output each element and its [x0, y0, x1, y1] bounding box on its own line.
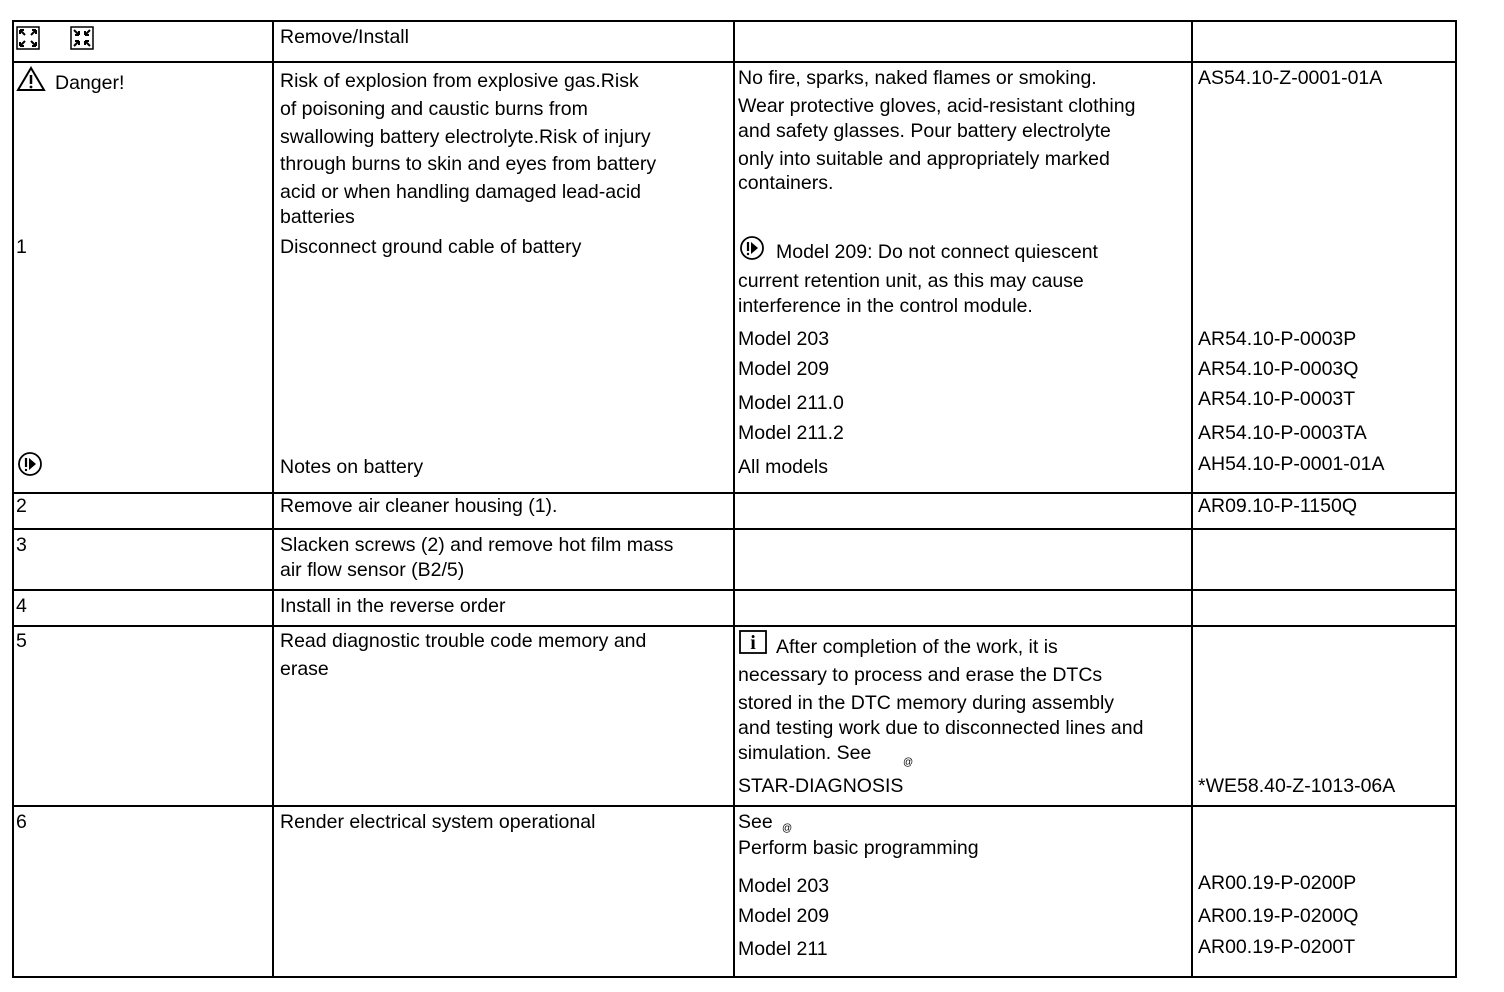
column-divider [12, 20, 14, 978]
expand-icon[interactable] [16, 26, 40, 50]
note-text: Model 209: Do not connect quiescent [776, 241, 1098, 263]
document-reference[interactable]: AR00.19-P-0200P [1198, 872, 1357, 894]
document-reference[interactable]: AR00.19-P-0200Q [1198, 905, 1359, 927]
info-text: After completion of the work, it is [776, 636, 1058, 658]
document-reference[interactable]: AR54.10-P-0003Q [1198, 358, 1359, 380]
risk-text: acid or when handling damaged lead-acid [280, 181, 641, 203]
measure-text: and safety glasses. Pour battery electrolyte [738, 120, 1111, 142]
document-reference[interactable]: AR00.19-P-0200T [1198, 936, 1356, 958]
note-icon [739, 235, 765, 261]
see-label: See [738, 811, 773, 833]
measure-text: containers. [738, 172, 834, 194]
info-text: and testing work due to disconnected lines and [738, 717, 1144, 739]
model-label: All models [738, 456, 828, 478]
risk-text: through burns to skin and eyes from battery [280, 153, 657, 175]
column-divider [1455, 20, 1457, 978]
model-label: Model 209 [738, 358, 830, 380]
risk-text: of poisoning and caustic burns from [280, 98, 588, 120]
note-icon [17, 451, 43, 477]
danger-label: Danger! [55, 72, 125, 94]
step-action: Remove air cleaner housing (1). [280, 495, 558, 517]
basic-programming-link[interactable]: Perform basic programming [738, 837, 979, 859]
column-divider [1191, 20, 1193, 978]
model-label: Model 211 [738, 938, 828, 960]
step-number: 6 [16, 811, 27, 833]
document-reference[interactable]: AR54.10-P-0003TA [1198, 422, 1367, 444]
star-diagnosis-link[interactable]: STAR-DIAGNOSIS [738, 775, 904, 797]
measure-text: only into suitable and appropriately marked [738, 148, 1110, 170]
model-label: Model 211.0 [738, 392, 844, 414]
step-action: Read diagnostic trouble code memory and [280, 630, 647, 652]
step-number: 4 [16, 595, 27, 617]
step-action: Render electrical system operational [280, 811, 596, 833]
document-reference[interactable]: AH54.10-P-0001-01A [1198, 453, 1385, 475]
notes-label: Notes on battery [280, 456, 424, 478]
document-reference[interactable]: AS54.10-Z-0001-01A [1198, 67, 1383, 89]
document-reference[interactable]: *WE58.40-Z-1013-06A [1198, 775, 1396, 797]
model-label: Model 209 [738, 905, 830, 927]
step-number: 3 [16, 534, 27, 556]
risk-text: Risk of explosion from explosive gas.Risk [280, 70, 639, 92]
step-action: air flow sensor (B2/5) [280, 559, 465, 581]
document-reference[interactable]: AR54.10-P-0003T [1198, 388, 1356, 410]
measure-text: Wear protective gloves, acid-resistant clothing [738, 95, 1136, 117]
model-label: Model 211.2 [738, 422, 844, 444]
model-label: Model 203 [738, 875, 830, 897]
model-label: Model 203 [738, 328, 830, 350]
link-icon: @ [782, 823, 793, 834]
section-title: Remove/Install [280, 26, 409, 48]
column-divider [733, 20, 735, 978]
step-action: Install in the reverse order [280, 595, 506, 617]
step-action: Disconnect ground cable of battery [280, 236, 582, 258]
step-number: 1 [16, 236, 27, 258]
link-icon: @ [903, 757, 914, 768]
info-text: stored in the DTC memory during assembly [738, 692, 1115, 714]
note-text: current retention unit, as this may cause [738, 270, 1084, 292]
info-icon [739, 630, 767, 654]
document-reference[interactable]: AR54.10-P-0003P [1198, 328, 1357, 350]
risk-text: batteries [280, 206, 355, 228]
step-number: 5 [16, 630, 27, 652]
step-action: erase [280, 658, 329, 680]
measure-text: No fire, sparks, naked flames or smoking. [738, 67, 1097, 89]
document-reference[interactable]: AR09.10-P-1150Q [1198, 495, 1357, 517]
step-number: 2 [16, 495, 27, 517]
note-text: interference in the control module. [738, 295, 1033, 317]
svg-text:i: i [750, 632, 756, 654]
risk-text: swallowing battery electrolyte.Risk of injury [280, 126, 651, 148]
warning-triangle-icon [16, 66, 46, 92]
column-divider [272, 20, 274, 978]
info-text: simulation. See [738, 742, 872, 764]
step-action: Slacken screws (2) and remove hot film mass [280, 534, 674, 556]
info-text: necessary to process and erase the DTCs [738, 664, 1103, 686]
collapse-icon[interactable] [70, 26, 94, 50]
